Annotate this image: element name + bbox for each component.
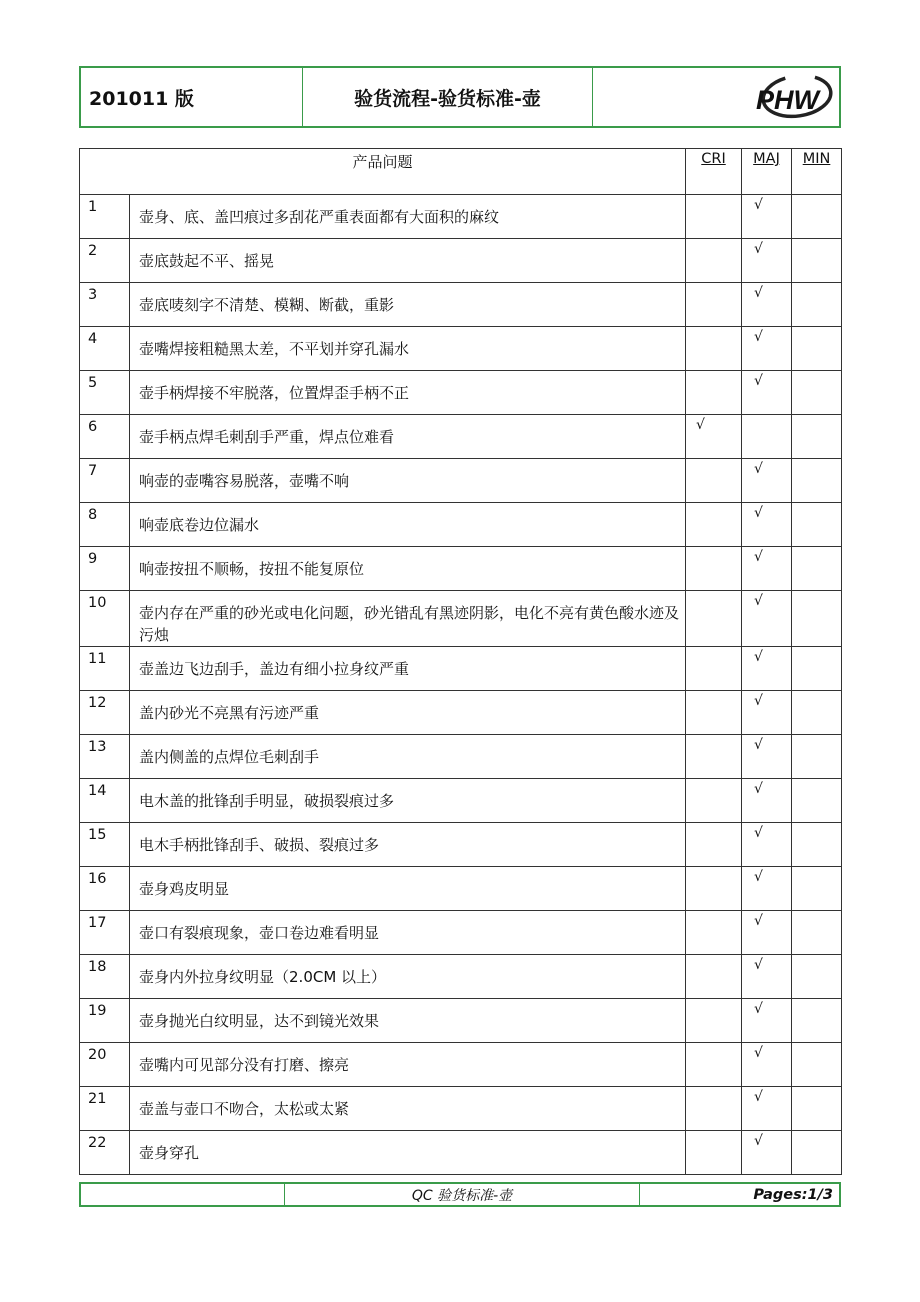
checkmark-cri	[686, 779, 741, 781]
checkmark-min	[792, 1087, 841, 1089]
checkmark-min	[792, 591, 841, 593]
row-number: 1	[80, 195, 130, 239]
cell-maj	[742, 371, 792, 415]
row-number: 11	[80, 647, 130, 691]
checkmark-min	[792, 327, 841, 329]
checkmark-maj: √	[754, 737, 763, 753]
checkmark-maj: √	[754, 825, 763, 841]
checkmark-cri	[686, 1131, 741, 1133]
table-row	[80, 823, 842, 867]
checkmark-min	[792, 867, 841, 869]
cell-maj	[742, 779, 792, 823]
cell-min	[792, 691, 842, 735]
checkmark-cri	[686, 459, 741, 461]
checkmark-min	[792, 195, 841, 197]
checkmark-min	[792, 911, 841, 913]
defect-description: 壶底唛刻字不清楚、模糊、断截，重影	[130, 283, 686, 327]
cell-cri	[686, 283, 742, 327]
cell-cri	[686, 195, 742, 239]
defect-description: 壶身抛光白纹明显，达不到镜光效果	[130, 999, 686, 1043]
row-number: 10	[80, 591, 130, 647]
checkmark-maj	[742, 415, 791, 417]
checkmark-min	[792, 735, 841, 737]
defect-description: 壶身穿孔	[130, 1131, 686, 1175]
defect-description: 盖内侧盖的点焊位毛刺刮手	[130, 735, 686, 779]
cell-maj	[742, 691, 792, 735]
row-number: 9	[80, 547, 130, 591]
table-row	[80, 1131, 842, 1175]
row-number: 21	[80, 1087, 130, 1131]
table-title: 产品问题	[80, 149, 686, 195]
row-number: 15	[80, 823, 130, 867]
cell-cri	[686, 503, 742, 547]
table-row	[80, 459, 842, 503]
table-row	[80, 547, 842, 591]
table-row	[80, 1043, 842, 1087]
document-title: 验货流程-验货标准-壶	[303, 68, 593, 126]
defect-description: 壶底鼓起不平、摇晃	[130, 239, 686, 283]
cell-cri	[686, 691, 742, 735]
table-row	[80, 415, 842, 459]
cell-min	[792, 911, 842, 955]
cell-maj	[742, 591, 792, 647]
cell-maj	[742, 823, 792, 867]
cell-cri	[686, 647, 742, 691]
table-row	[80, 867, 842, 911]
cell-min	[792, 1043, 842, 1087]
cell-cri	[686, 547, 742, 591]
defect-description: 壶身鸡皮明显	[130, 867, 686, 911]
checkmark-cri	[686, 239, 741, 241]
checkmark-cri	[686, 283, 741, 285]
cell-maj	[742, 647, 792, 691]
checkmark-maj: √	[754, 957, 763, 973]
row-number: 12	[80, 691, 130, 735]
cell-min	[792, 999, 842, 1043]
checkmark-maj: √	[754, 693, 763, 709]
cell-cri	[686, 999, 742, 1043]
cell-min	[792, 547, 842, 591]
cell-min	[792, 823, 842, 867]
table-row	[80, 591, 842, 647]
cell-maj	[742, 503, 792, 547]
checkmark-cri	[686, 823, 741, 825]
defect-description: 壶盖与壶口不吻合，太松或太紧	[130, 1087, 686, 1131]
cell-maj	[742, 999, 792, 1043]
defect-description: 壶内存在严重的砂光或电化问题，砂光错乱有黑迹阴影，电化不亮有黄色酸水迹及污烛	[130, 591, 686, 647]
defect-description: 电木手柄批锋刮手、破损、裂痕过多	[130, 823, 686, 867]
checkmark-cri	[686, 911, 741, 913]
checkmark-cri	[686, 327, 741, 329]
checkmark-cri	[686, 1043, 741, 1045]
cell-cri	[686, 415, 742, 459]
table-row	[80, 195, 842, 239]
checkmark-min	[792, 503, 841, 505]
cell-maj	[742, 1087, 792, 1131]
version-label: 201011 版	[81, 68, 303, 126]
cell-cri	[686, 591, 742, 647]
checkmark-cri	[686, 371, 741, 373]
table-row	[80, 911, 842, 955]
row-number: 4	[80, 327, 130, 371]
cell-min	[792, 503, 842, 547]
checkmark-cri	[686, 955, 741, 957]
cell-cri	[686, 371, 742, 415]
table-row	[80, 779, 842, 823]
footer-blank-cell	[81, 1184, 285, 1205]
checkmark-min	[792, 999, 841, 1001]
checkmark-min	[792, 647, 841, 649]
checkmark-maj: √	[754, 1001, 763, 1017]
cell-min	[792, 239, 842, 283]
checkmark-cri	[686, 547, 741, 549]
cell-maj	[742, 547, 792, 591]
phw-logo	[753, 72, 835, 122]
checkmark-min	[792, 955, 841, 957]
cell-cri	[686, 867, 742, 911]
checkmark-min	[792, 823, 841, 825]
cell-cri	[686, 911, 742, 955]
cell-min	[792, 327, 842, 371]
row-number: 6	[80, 415, 130, 459]
document-header	[79, 66, 841, 128]
cell-cri	[686, 327, 742, 371]
defect-description: 壶盖边飞边刮手，盖边有细小拉身纹严重	[130, 647, 686, 691]
checkmark-maj: √	[754, 197, 763, 213]
cell-cri	[686, 1087, 742, 1131]
defect-description: 盖内砂光不亮黑有污迹严重	[130, 691, 686, 735]
defect-description: 壶口有裂痕现象，壶口卷边难看明显	[130, 911, 686, 955]
table-row	[80, 691, 842, 735]
defect-description: 响壶底卷边位漏水	[130, 503, 686, 547]
cell-maj	[742, 327, 792, 371]
row-number: 19	[80, 999, 130, 1043]
checkmark-min	[792, 691, 841, 693]
checkmark-maj: √	[754, 781, 763, 797]
cell-min	[792, 459, 842, 503]
row-number: 16	[80, 867, 130, 911]
row-number: 14	[80, 779, 130, 823]
checkmark-min	[792, 283, 841, 285]
cell-maj	[742, 867, 792, 911]
checkmark-cri	[686, 647, 741, 649]
cell-maj	[742, 415, 792, 459]
checkmark-min	[792, 371, 841, 373]
cell-min	[792, 647, 842, 691]
checkmark-cri	[686, 195, 741, 197]
table-row	[80, 239, 842, 283]
checkmark-min	[792, 547, 841, 549]
checkmark-cri	[686, 591, 741, 593]
defect-description: 壶身内外拉身纹明显（2.0CM 以上）	[130, 955, 686, 999]
table-row	[80, 327, 842, 371]
cell-cri	[686, 1131, 742, 1175]
row-number: 22	[80, 1131, 130, 1175]
checkmark-cri	[686, 691, 741, 693]
checkmark-maj: √	[754, 593, 763, 609]
cell-cri	[686, 955, 742, 999]
cell-maj	[742, 195, 792, 239]
checkmark-maj: √	[754, 373, 763, 389]
checkmark-min	[792, 415, 841, 417]
column-min: MIN	[792, 149, 842, 195]
cell-cri	[686, 779, 742, 823]
checkmark-maj: √	[754, 869, 763, 885]
checkmark-cri	[686, 867, 741, 869]
table-row	[80, 371, 842, 415]
checkmark-min	[792, 239, 841, 241]
footer-doc-name: QC 验货标准-壶	[285, 1184, 640, 1205]
table-row	[80, 647, 842, 691]
column-cri: CRI	[686, 149, 742, 195]
checkmark-cri	[686, 735, 741, 737]
page-indicator: Pages:1/3	[753, 1186, 833, 1203]
table-row	[80, 1087, 842, 1131]
cell-min	[792, 735, 842, 779]
table-row	[80, 955, 842, 999]
row-number: 18	[80, 955, 130, 999]
cell-min	[792, 371, 842, 415]
checkmark-maj: √	[754, 1089, 763, 1105]
checkmark-min	[792, 459, 841, 461]
row-number: 7	[80, 459, 130, 503]
cell-maj	[742, 1131, 792, 1175]
checkmark-maj: √	[754, 549, 763, 565]
cell-cri	[686, 459, 742, 503]
quality-standard-table	[79, 148, 842, 1175]
row-number: 17	[80, 911, 130, 955]
checkmark-maj: √	[754, 649, 763, 665]
row-number: 20	[80, 1043, 130, 1087]
cell-min	[792, 779, 842, 823]
table-row	[80, 999, 842, 1043]
cell-cri	[686, 239, 742, 283]
checkmark-maj: √	[754, 329, 763, 345]
defect-description: 壶嘴焊接粗糙黑太差，不平划并穿孔漏水	[130, 327, 686, 371]
cell-min	[792, 867, 842, 911]
cell-maj	[742, 911, 792, 955]
defect-description: 壶手柄点焊毛刺刮手严重，焊点位难看	[130, 415, 686, 459]
cell-maj	[742, 239, 792, 283]
checkmark-cri	[686, 999, 741, 1001]
cell-maj	[742, 283, 792, 327]
cell-maj	[742, 735, 792, 779]
checkmark-min	[792, 1043, 841, 1045]
cell-min	[792, 591, 842, 647]
defect-description: 壶手柄焊接不牢脱落，位置焊歪手柄不正	[130, 371, 686, 415]
cell-min	[792, 955, 842, 999]
defect-description: 电木盖的批锋刮手明显，破损裂痕过多	[130, 779, 686, 823]
cell-min	[792, 1131, 842, 1175]
checkmark-maj: √	[754, 505, 763, 521]
svg-text:PHW: PHW	[756, 85, 819, 115]
defect-description: 响壶的壶嘴容易脱落，壶嘴不响	[130, 459, 686, 503]
row-number: 5	[80, 371, 130, 415]
checkmark-maj: √	[754, 913, 763, 929]
row-number: 8	[80, 503, 130, 547]
row-number: 3	[80, 283, 130, 327]
checkmark-maj: √	[754, 1133, 763, 1149]
cell-maj	[742, 1043, 792, 1087]
checkmark-cri: √	[696, 417, 705, 433]
cell-maj	[742, 955, 792, 999]
checkmark-maj: √	[754, 461, 763, 477]
checkmark-cri	[686, 1087, 741, 1089]
cell-maj	[742, 459, 792, 503]
table-row	[80, 503, 842, 547]
checkmark-maj: √	[754, 285, 763, 301]
cell-min	[792, 1087, 842, 1131]
defect-description: 壶嘴内可见部分没有打磨、擦亮	[130, 1043, 686, 1087]
checkmark-min	[792, 779, 841, 781]
cell-min	[792, 195, 842, 239]
logo-cell	[593, 68, 839, 126]
cell-cri	[686, 823, 742, 867]
row-number: 13	[80, 735, 130, 779]
checkmark-maj: √	[754, 241, 763, 257]
row-number: 2	[80, 239, 130, 283]
document-footer	[79, 1182, 841, 1207]
cell-min	[792, 283, 842, 327]
cell-cri	[686, 1043, 742, 1087]
table-row	[80, 283, 842, 327]
defect-description: 响壶按扭不顺畅，按扭不能复原位	[130, 547, 686, 591]
checkmark-cri	[686, 503, 741, 505]
defect-description: 壶身、底、盖凹痕过多刮花严重表面都有大面积的麻纹	[130, 195, 686, 239]
table-row	[80, 735, 842, 779]
column-maj: MAJ	[742, 149, 792, 195]
cell-cri	[686, 735, 742, 779]
table-header-row	[80, 149, 842, 195]
cell-min	[792, 415, 842, 459]
checkmark-maj: √	[754, 1045, 763, 1061]
checkmark-min	[792, 1131, 841, 1133]
